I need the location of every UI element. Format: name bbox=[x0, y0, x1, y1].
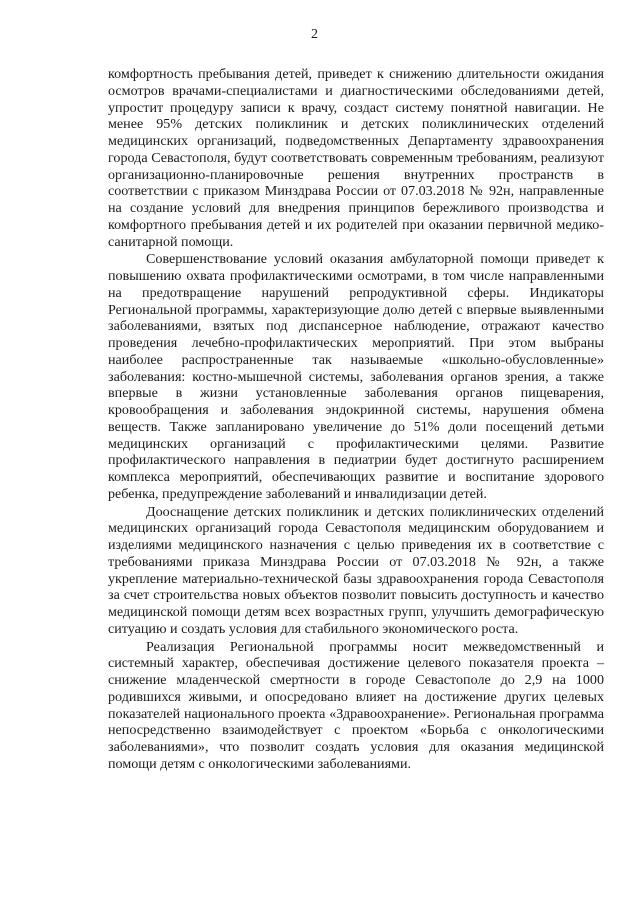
paragraph-1: комфортность пребывания детей, приведет к снижению длительности ожидания осмотров врачами-специалистами и диагностическими обследованиями детей, упростит процедуру записи к врачу, создаст систему понятной навигации. Не менее 95% детских поликлиник и детских поликлинических отделений медицинских организаций, подведомственных Департаменту здравоохранения города Севастополя, будут соответствовать современным требованиям, реализуют организационно-планировочные решения внутренних пространств в соответствии с приказом Минздрава России от 07.03.2018 № 92н, направленные на создание условий для внедрения принципов бережливого производства и комфортного пребывания детей и их родителей при оказании первичной медико-санитарной помощи. bbox=[108, 66, 604, 250]
page-number: 2 bbox=[311, 27, 318, 42]
paragraph-2: Совершенствование условий оказания амбулаторной помощи приведет к повышению охвата профилактическими осмотрами, в том числе направленными на предотвращение нарушений репродуктивной сферы. Индикаторы Региональной программы, характеризующие долю детей с впервые выявленными заболеваниями, взятых под диспансерное наблюдение, отражают качество проведения лечебно-профилактических мероприятий. При этом выбраны наиболее распространенные так называемые «школьно-обусловленные» заболевания: костно-мышечной системы, заболевания органов зрения, а также впервые в жизни установленные заболевания органов пищеварения, кровообращения и заболевания эндокринной системы, нарушения обмена веществ. Также запланировано увеличение до 51% доли посещений детьми медицинских организаций с профилактическими целями. Развитие профилактического направления в педиатрии будет достигнуто расширением комплекса мероприятий, обеспечивающих развитие и воспитание здорового ребенка, предупреждение заболеваний и инвалидизации детей. bbox=[108, 251, 604, 502]
paragraph-4: Реализация Региональной программы носит межведомственный и системный характер, обеспечивая достижение целевого показателя проекта – снижение младенческой смертности в городе Севастополе до 2,9 на 1000 родившихся живыми, и опосредовано влияет на достижение других целевых показателей национального проекта «Здравоохранение». Региональная программа непосредственно взаимодействует с проектом «Борьба с онкологическими заболеваниями», что позволит создать условия для оказания медицинской помощи детям с онкологическими заболеваниями. bbox=[108, 638, 604, 772]
document-body bbox=[108, 66, 604, 773]
paragraph-3: Дооснащение детских поликлиник и детских поликлинических отделений медицинских организаций города Севастополя медицинским оборудованием и изделиями медицинского назначения с целью приведения их в соответствие с требованиями приказа Минздрава России от 07.03.2018 № 92н, а также укрепление материально-технической базы здравоохранения города Севастополя за счет строительства новых объектов позволит повысить доступность и качество медицинской помощи детям всех возрастных групп, улучшить демографическую ситуацию и создать условия для стабильного экономического роста. bbox=[108, 503, 604, 637]
